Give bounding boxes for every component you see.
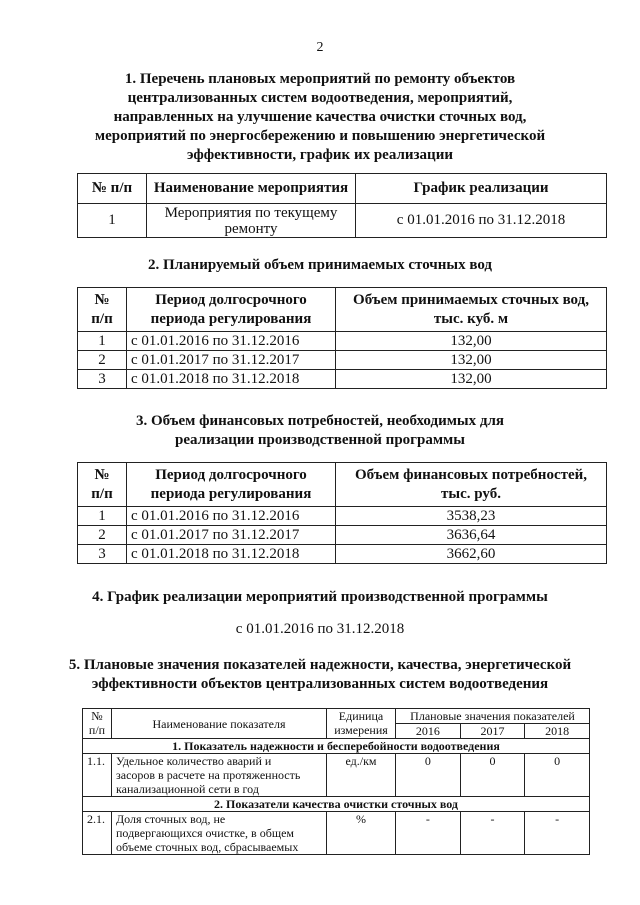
name-line: подвергающихся очистке, в общем	[116, 826, 294, 840]
header-event-name: Наименование мероприятия	[147, 174, 356, 204]
header-year: 2016	[396, 724, 461, 739]
title-line: реализации производственной программы	[175, 432, 465, 448]
cell-amount: 3538,23	[336, 507, 607, 526]
header-line: тыс. куб. м	[433, 310, 509, 327]
header-line: п/п	[88, 723, 106, 737]
header-line: тыс. руб.	[441, 485, 501, 502]
table-row	[78, 351, 607, 370]
group-title: 1. Показатель надежности и бесперебойности водоотведения	[83, 739, 590, 754]
section3-title	[0, 412, 640, 450]
table-row	[78, 545, 607, 564]
section4-title: 4. График реализации мероприятий производственной программы	[92, 589, 548, 605]
table-row	[78, 507, 607, 526]
header-line: Объем принимаемых сточных вод,	[353, 291, 589, 308]
cell-period: с 01.01.2017 по 31.12.2017	[127, 526, 336, 545]
header-volume	[336, 288, 607, 332]
table-row	[83, 754, 590, 797]
cell-num: 2	[78, 351, 127, 370]
title-line: мероприятий по энергосбережению и повышению энергетической	[94, 128, 546, 144]
cell-value: -	[460, 812, 525, 855]
header-line: №	[94, 291, 110, 308]
cell-schedule: с 01.01.2016 по 31.12.2018	[356, 204, 607, 238]
cell-volume: 132,00	[336, 370, 607, 389]
header-num	[78, 463, 127, 507]
cell-period: с 01.01.2018 по 31.12.2018	[127, 370, 336, 389]
cell-value: -	[525, 812, 590, 855]
cell-num: 1	[78, 332, 127, 351]
cell-num: 3	[78, 545, 127, 564]
cell-period: с 01.01.2018 по 31.12.2018	[127, 545, 336, 564]
header-line: п/п	[91, 310, 113, 327]
header-year: 2018	[525, 724, 590, 739]
cell-value: 0	[460, 754, 525, 797]
cell-value: 0	[525, 754, 590, 797]
section4-period: с 01.01.2016 по 31.12.2018	[235, 621, 405, 637]
header-unit	[327, 709, 396, 739]
group-title: 2. Показатели качества очистки сточных вод	[83, 797, 590, 812]
cell-num: 1	[78, 204, 147, 238]
header-line: Единица	[338, 709, 384, 723]
cell-indicator-name	[112, 754, 327, 797]
name-line: канализационной сети в год	[116, 782, 259, 796]
header-year: 2017	[460, 724, 525, 739]
table-row	[78, 526, 607, 545]
header-line: п/п	[91, 485, 113, 502]
header-financial	[336, 463, 607, 507]
header-line: Объем финансовых потребностей,	[354, 466, 588, 483]
title-line: 3. Объем финансовых потребностей, необходимых для	[135, 413, 505, 429]
header-line: №	[94, 466, 110, 483]
cell-unit: ед./км	[327, 754, 396, 797]
header-planned-values: Плановые значения показателей	[396, 709, 590, 724]
header-num: № п/п	[78, 174, 147, 204]
page-number: 2	[316, 40, 324, 55]
table-row	[78, 370, 607, 389]
cell-amount: 3636,64	[336, 526, 607, 545]
cell-num: 2	[78, 526, 127, 545]
cell-unit: %	[327, 812, 396, 855]
name-line: Доля сточных вод, не	[116, 812, 226, 826]
title-line: эффективности, график их реализации	[187, 147, 453, 163]
section2-title: 2. Планируемый объем принимаемых сточных вод	[147, 257, 493, 273]
cell-volume: 132,00	[336, 332, 607, 351]
header-line: Период долгосрочного	[155, 466, 307, 483]
table-row	[78, 204, 607, 238]
event-name-line: Мероприятия по текущему	[164, 204, 338, 221]
section1-title	[0, 70, 640, 165]
title-line: централизованных систем водоотведения, мероприятий,	[127, 90, 513, 106]
header-period	[127, 288, 336, 332]
header-num	[78, 288, 127, 332]
cell-value: -	[396, 812, 461, 855]
cell-value: 0	[396, 754, 461, 797]
table-row	[83, 812, 590, 855]
indicators-table	[82, 708, 590, 855]
cell-num: 3	[78, 370, 127, 389]
cell-num: 2.1.	[83, 812, 112, 855]
section5-title	[0, 656, 640, 694]
cell-event-name	[147, 204, 356, 238]
financial-needs-table	[77, 462, 607, 564]
cell-period: с 01.01.2016 по 31.12.2016	[127, 332, 336, 351]
name-line: засоров в расчете на протяженность	[116, 768, 301, 782]
header-line: измерения	[334, 723, 388, 737]
title-line: 1. Перечень плановых мероприятий по ремонту объектов	[124, 71, 516, 87]
cell-period: с 01.01.2017 по 31.12.2017	[127, 351, 336, 370]
header-line: №	[91, 709, 103, 723]
cell-volume: 132,00	[336, 351, 607, 370]
header-num	[83, 709, 112, 739]
header-line: периода регулирования	[150, 310, 312, 327]
title-line: 5. Плановые значения показателей надежности, качества, энергетической	[68, 657, 572, 673]
name-line: Удельное количество аварий и	[116, 754, 272, 768]
cell-num: 1.1.	[83, 754, 112, 797]
cell-indicator-name	[112, 812, 327, 855]
header-schedule: График реализации	[356, 174, 607, 204]
header-line: Период долгосрочного	[155, 291, 307, 308]
table-row	[78, 332, 607, 351]
cell-period: с 01.01.2016 по 31.12.2016	[127, 507, 336, 526]
header-line: периода регулирования	[150, 485, 312, 502]
title-line: направленных на улучшение качества очистки сточных вод,	[113, 109, 527, 125]
cell-num: 1	[78, 507, 127, 526]
cell-amount: 3662,60	[336, 545, 607, 564]
name-line: объеме сточных вод, сбрасываемых	[116, 840, 299, 854]
title-line: эффективности объектов централизованных систем водоотведения	[91, 676, 549, 692]
header-period	[127, 463, 336, 507]
header-indicator-name: Наименование показателя	[112, 709, 327, 739]
event-name-line: ремонту	[224, 220, 278, 237]
events-table	[77, 173, 607, 238]
wastewater-volume-table	[77, 287, 607, 389]
